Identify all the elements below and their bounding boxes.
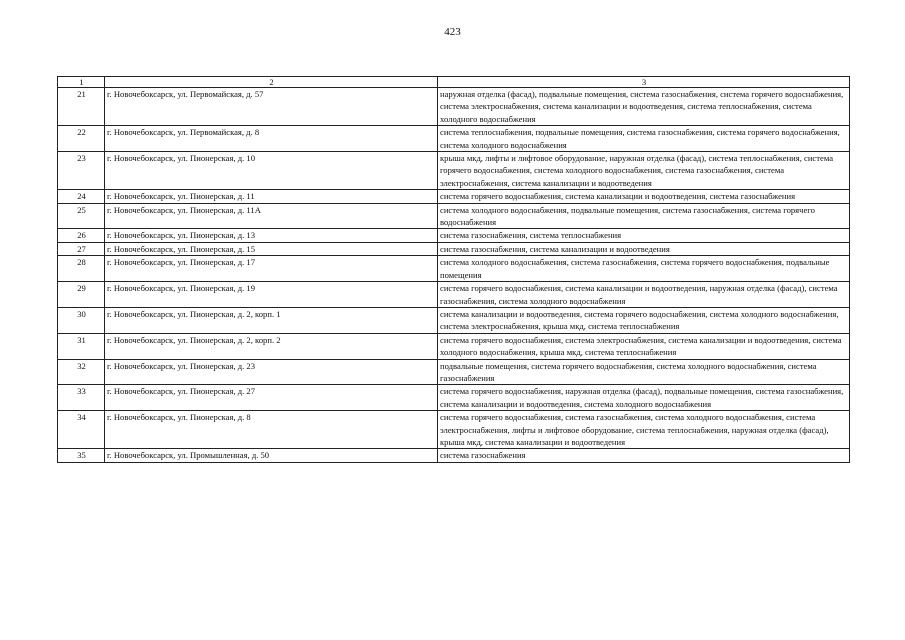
row-address: г. Новочебоксарск, ул. Первомайская, д. 8 [105, 126, 438, 152]
row-systems: подвальные помещения, система горячего водоснабжения, система холодного водоснабжения, система газоснабжения [438, 359, 850, 385]
table-row [58, 126, 850, 152]
row-number: 24 [58, 190, 105, 203]
row-number: 27 [58, 242, 105, 255]
row-address: г. Новочебоксарск, ул. Промышленная, д. 50 [105, 449, 438, 462]
row-systems: система горячего водоснабжения, система электроснабжения, система канализации и водоотведения, система холодного водоснабжения, крыша мкд, система теплоснабжения [438, 333, 850, 359]
table-row [58, 256, 850, 282]
row-address: г. Новочебоксарск, ул. Пионерская, д. 8 [105, 411, 438, 449]
column-header-number: 1 [58, 77, 105, 88]
row-systems: система горячего водоснабжения, система канализации и водоотведения, наружная отделка (фасад), система газоснабжения, система холодного водоснабжения [438, 282, 850, 308]
row-address: г. Новочебоксарск, ул. Пионерская, д. 2, корп. 1 [105, 307, 438, 333]
row-address: г. Новочебоксарск, ул. Пионерская, д. 15 [105, 242, 438, 255]
row-number: 30 [58, 307, 105, 333]
table-row [58, 152, 850, 190]
row-number: 25 [58, 203, 105, 229]
row-address: г. Новочебоксарск, ул. Пионерская, д. 27 [105, 385, 438, 411]
row-number: 32 [58, 359, 105, 385]
row-number: 35 [58, 449, 105, 462]
table-header-row [58, 77, 850, 88]
row-number: 23 [58, 152, 105, 190]
row-address: г. Новочебоксарск, ул. Пионерская, д. 23 [105, 359, 438, 385]
table-row [58, 282, 850, 308]
buildings-table [57, 76, 850, 463]
row-systems: система холодного водоснабжения, подвальные помещения, система газоснабжения, система горячего водоснабжения [438, 203, 850, 229]
table-row [58, 359, 850, 385]
row-address: г. Новочебоксарск, ул. Первомайская, д. 57 [105, 88, 438, 126]
table-row [58, 190, 850, 203]
row-number: 33 [58, 385, 105, 411]
table-row [58, 449, 850, 462]
table-row [58, 229, 850, 242]
table-row [58, 411, 850, 449]
table-row [58, 203, 850, 229]
row-systems: система теплоснабжения, подвальные помещения, система газоснабжения, система горячего водоснабжения, система холодного водоснабжения [438, 126, 850, 152]
row-address: г. Новочебоксарск, ул. Пионерская, д. 2, корп. 2 [105, 333, 438, 359]
column-header-systems: 3 [438, 77, 850, 88]
table-row [58, 242, 850, 255]
row-systems: система газоснабжения [438, 449, 850, 462]
row-systems: система газоснабжения, система теплоснабжения [438, 229, 850, 242]
row-systems: система горячего водоснабжения, наружная отделка (фасад), подвальные помещения, система газоснабжения, система канализации и водоотведения, система холодного водоснабжения [438, 385, 850, 411]
row-address: г. Новочебоксарск, ул. Пионерская, д. 19 [105, 282, 438, 308]
row-number: 31 [58, 333, 105, 359]
table-row [58, 88, 850, 126]
row-systems: система горячего водоснабжения, система газоснабжения, система холодного водоснабжения, система электроснабжения, лифты и лифтовое оборудование, система теплоснабжения, наружная отделка (фасад), крыша мкд, система канализации и водоотведения [438, 411, 850, 449]
table-row [58, 307, 850, 333]
row-number: 26 [58, 229, 105, 242]
row-number: 29 [58, 282, 105, 308]
column-header-address: 2 [105, 77, 438, 88]
row-systems: система холодного водоснабжения, система газоснабжения, система горячего водоснабжения, подвальные помещения [438, 256, 850, 282]
row-systems: система горячего водоснабжения, система канализации и водоотведения, система газоснабжения [438, 190, 850, 203]
row-systems: система газоснабжения, система канализации и водоотведения [438, 242, 850, 255]
row-systems: крыша мкд, лифты и лифтовое оборудование, наружная отделка (фасад), система теплоснабжения, система горячего водоснабжения, система холодного водоснабжения, система газоснабжения, система электроснабжения, система канализации и водоотведения [438, 152, 850, 190]
row-address: г. Новочебоксарск, ул. Пионерская, д. 11 [105, 190, 438, 203]
table-row [58, 385, 850, 411]
row-number: 21 [58, 88, 105, 126]
row-number: 28 [58, 256, 105, 282]
table-row [58, 333, 850, 359]
row-systems: система канализации и водоотведения, система горячего водоснабжения, система холодного водоснабжения, система электроснабжения, крыша мкд, система теплоснабжения [438, 307, 850, 333]
row-systems: наружная отделка (фасад), подвальные помещения, система газоснабжения, система горячего водоснабжения, система электроснабжения, система канализации и водоотведения, система теплоснабжения, система холодного водоснабжения [438, 88, 850, 126]
row-address: г. Новочебоксарск, ул. Пионерская, д. 17 [105, 256, 438, 282]
page-number: 423 [444, 26, 461, 38]
row-address: г. Новочебоксарск, ул. Пионерская, д. 11А [105, 203, 438, 229]
row-address: г. Новочебоксарск, ул. Пионерская, д. 10 [105, 152, 438, 190]
row-address: г. Новочебоксарск, ул. Пионерская, д. 13 [105, 229, 438, 242]
row-number: 34 [58, 411, 105, 449]
row-number: 22 [58, 126, 105, 152]
